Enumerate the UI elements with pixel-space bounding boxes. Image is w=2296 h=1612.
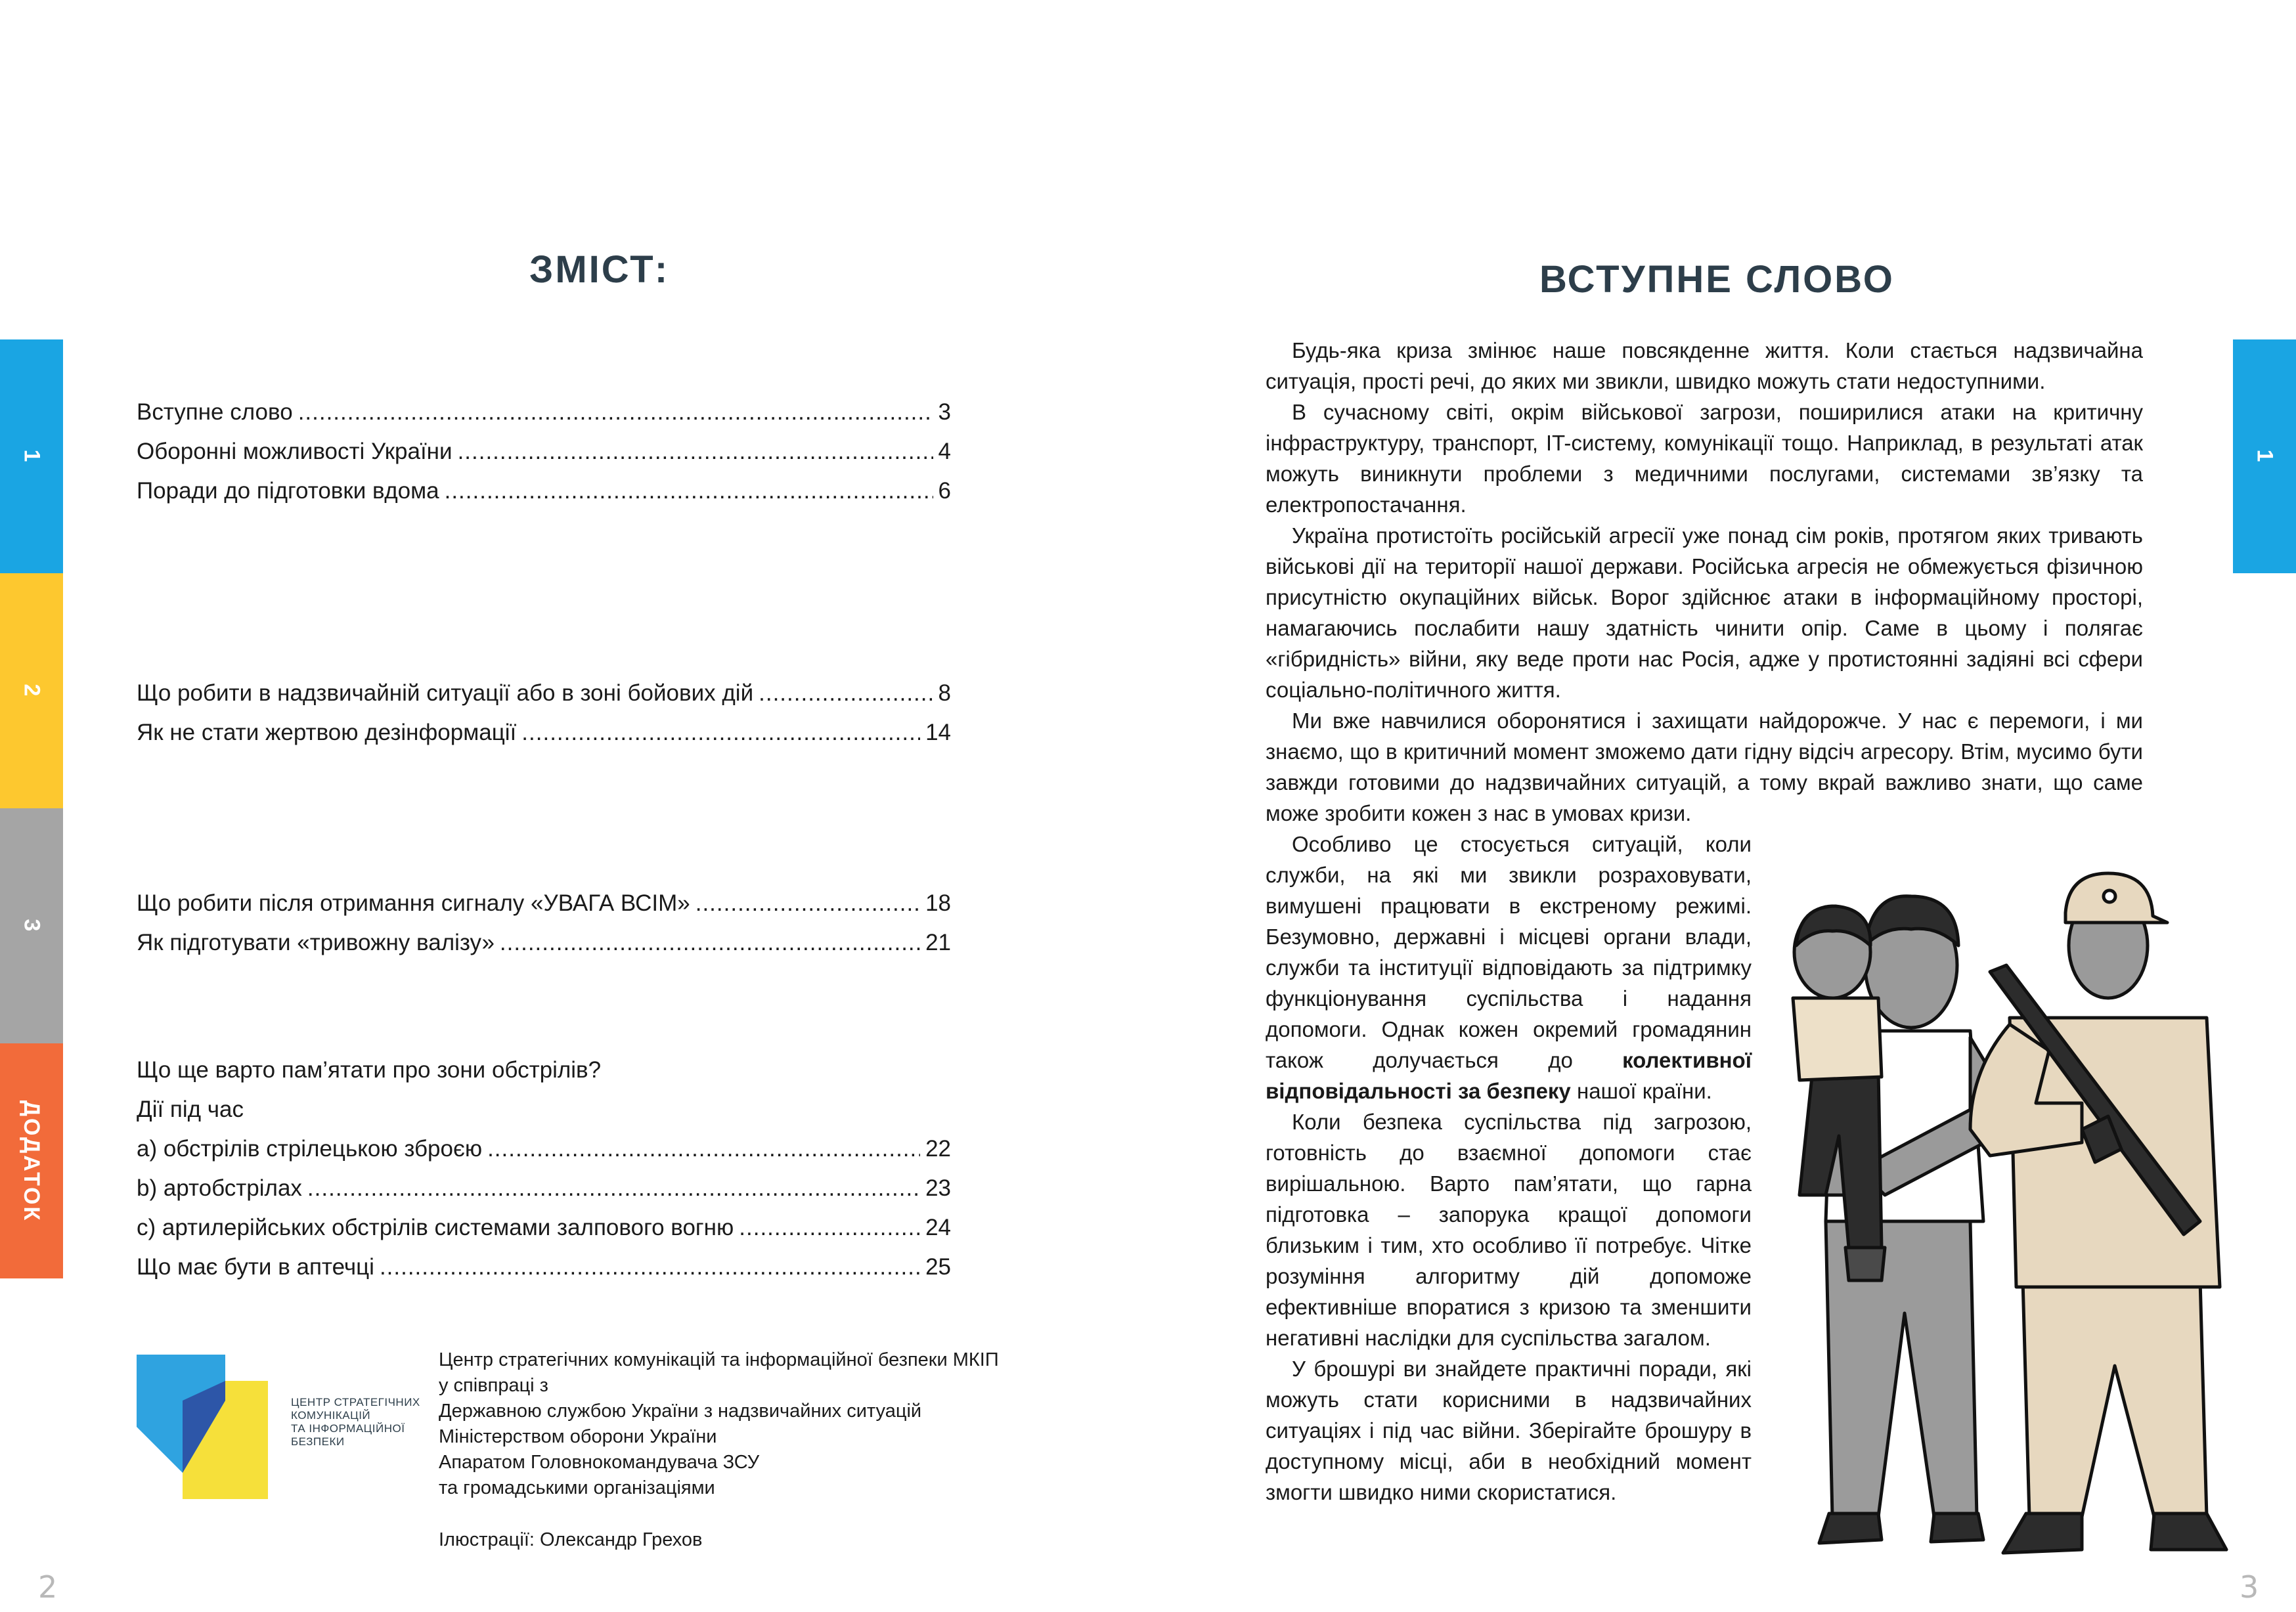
- toc-entry-page: 8: [938, 680, 951, 706]
- intro-title: ВСТУПНЕ СЛОВО: [1539, 258, 1895, 301]
- toc-entry-title: Оборонні можливості України: [137, 439, 453, 464]
- man-shoe-right: [1931, 1514, 1983, 1542]
- toc-entry[interactable]: [137, 713, 951, 752]
- family-soldier-illustration: [1773, 854, 2233, 1569]
- tab-label: 2: [19, 684, 45, 698]
- toc-entry-title: Що має бути в аптечці: [137, 1254, 374, 1280]
- toc-entry[interactable]: [137, 884, 951, 923]
- credits-line: у співпраці з: [439, 1375, 548, 1396]
- soldier-boot-right: [2151, 1514, 2226, 1550]
- toc-leader: [458, 432, 933, 471]
- toc-group-2: [137, 674, 951, 752]
- toc-leader: [695, 884, 920, 923]
- toc-entry[interactable]: [137, 1169, 951, 1208]
- section-tab-2[interactable]: [0, 573, 63, 808]
- toc-entry-page: 24: [925, 1215, 951, 1240]
- toc-entry-page: 18: [925, 890, 951, 916]
- paragraph-text: нашої країни.: [1570, 1079, 1712, 1103]
- toc-entry-title: Що робити після отримання сигналу «УВАГА ВСІМ»: [137, 890, 690, 916]
- credits-line: Державною службою України з надзвичайних ситуацій: [439, 1401, 922, 1422]
- toc-leader: [487, 1129, 920, 1169]
- toc-leader: [500, 923, 920, 963]
- child-shoe: [1845, 1248, 1885, 1280]
- toc-leader: [298, 393, 933, 432]
- toc-group-appendix: [137, 1051, 951, 1287]
- paragraph: У брошурі ви знайдете практичні поради, які можуть стати корисними в надзвичайних ситуаціях і під час війни. Зберігайте брошуру в доступному місці, аби в необхідний момент змогти швидко ними скористатися.: [1266, 1357, 1752, 1504]
- paragraph-text: Особливо це стосується ситуацій, коли служби, на які ми звикли розраховувати, вимушені працювати в екстреному режимі. Безумовно, державні і місцеві органи влади, служби та інституції відповідають за підтримку функціонування суспільства і надання допомоги. Однак кожен окремий громадянин також долучається до: [1266, 832, 1752, 1072]
- toc-leader: [739, 1208, 920, 1248]
- toc-entry-page: 25: [925, 1254, 951, 1280]
- logo-text-line: БЕЗПЕКИ: [291, 1435, 345, 1448]
- toc-entry-title: a) обстрілів стрілецькою зброєю: [137, 1136, 483, 1162]
- toc-entry[interactable]: [137, 1208, 951, 1248]
- paragraph: Коли безпека суспільства під загрозою, готовність до взаємної допомоги стає вирішальною. Варто пам’ятати, що гарна підготовка – запорука кращої допомоги близьким і тим, хто особливо її потребує. Чітке розуміння алгоритму дій допоможе ефективніше впоратися з кризою та зменшити негативні наслідки для суспільства загалом.: [1266, 1110, 1752, 1350]
- toc-entry-title: Як не стати жертвою дезінформації: [137, 720, 517, 745]
- toc-entry[interactable]: [137, 923, 951, 963]
- section-tab-1[interactable]: [0, 339, 63, 573]
- toc-entry-page: 4: [938, 439, 951, 464]
- section-tab-1-right[interactable]: [2233, 339, 2296, 573]
- toc-entry-title: b) артобстрілах: [137, 1175, 302, 1201]
- page-number-right: 3: [2240, 1569, 2259, 1605]
- child-shirt: [1793, 998, 1882, 1080]
- contents-title: ЗМІСТ:: [529, 248, 670, 291]
- toc-entry[interactable]: [137, 674, 951, 713]
- toc-entry[interactable]: [137, 393, 951, 432]
- toc-leader: [380, 1248, 920, 1287]
- section-tab-appendix[interactable]: [0, 1043, 63, 1278]
- toc-entry-page: 6: [938, 478, 951, 504]
- toc-group-3: [137, 884, 951, 963]
- toc-leader: [307, 1169, 920, 1208]
- toc-entry-title: Поради до підготовки вдома: [137, 478, 439, 504]
- toc-leader: [759, 674, 933, 713]
- tab-label: 1: [19, 449, 45, 464]
- tab-label: ДОДАТОК: [19, 1100, 45, 1222]
- toc-entry-page: 23: [925, 1175, 951, 1201]
- credits-line: та громадськими організаціями: [439, 1477, 715, 1498]
- toc-entry-page: 21: [925, 930, 951, 955]
- toc-group-1: [137, 393, 951, 511]
- bold-phrase: колективної відповідальності за безпеку: [1266, 1048, 1752, 1103]
- section-tab-3[interactable]: [0, 808, 63, 1043]
- center-logo: [137, 1355, 268, 1499]
- toc-entry-page: 3: [938, 399, 951, 425]
- credits: [439, 1347, 1049, 1553]
- paragraph: Будь-яка криза змінює наше повсякденне життя. Коли стається надзвичайна ситуація, прості речі, до яких ми звикли, швидко можуть стати недоступними.: [1266, 338, 2143, 393]
- toc-entry-title: Що робити в надзвичайній ситуації або в зоні бойових дій: [137, 680, 754, 706]
- credits-line: Міністерством оборони України: [439, 1426, 717, 1447]
- toc-leader: [445, 471, 933, 511]
- tab-label: 3: [19, 919, 45, 933]
- cap-badge: [2104, 890, 2115, 902]
- toc-entry-title: Вступне слово: [137, 399, 293, 425]
- paragraph: В сучасному світі, окрім військової загрози, поширилися атаки на критичну інфраструктуру, транспорт, IT-систему, комунікації тощо. Наприклад, в результаті атак можуть виникнути проблеми з медичними послугами, системами зв’язку та електропостачання.: [1266, 400, 2143, 517]
- toc-entry-page: 22: [925, 1136, 951, 1162]
- toc-entry[interactable]: [137, 432, 951, 471]
- credits-line: Апаратом Головнокомандувача ЗСУ: [439, 1452, 760, 1473]
- illustrator-credit: Ілюстрації: Олександр Грехов: [439, 1529, 703, 1550]
- soldier-pants: [2023, 1280, 2207, 1517]
- page-number-left: 2: [38, 1569, 58, 1605]
- logo-text-line: ЦЕНТР СТРАТЕГІЧНИХ: [291, 1396, 420, 1408]
- toc-entry[interactable]: [137, 471, 951, 511]
- credits-line: Центр стратегічних комунікацій та інформаційної безпеки МКІП: [439, 1349, 999, 1370]
- paragraph: Україна протистоїть російській агресії уже понад сім років, протягом яких тривають військові дії на території нашої держави. Російська агресія не обмежується фізичною присутністю окупаційних військ. Ворог здійснює атаки в інформаційному просторі, намагаючись послабити нашу здатність чинити опір. Саме в цьому і полягає «гібридність» війни, яку веде проти нас Росія, адже у протистоянні задіяні всі сфери соціально-політичного життя.: [1266, 523, 2143, 702]
- paragraph: Ми вже навчилися оборонятися і захищати найдорожче. У нас є перемоги, і ми знаємо, що в критичний момент зможемо дати гідну відсіч агресору. Втім, мусимо бути завжди готовими до надзвичайних ситуацій, а тому вкрай важливо знати, що саме може зробити кожен з нас в умовах кризи.: [1266, 708, 2143, 825]
- toc-leader: [521, 713, 920, 752]
- toc-entry[interactable]: [137, 1248, 951, 1287]
- soldier-boot-left: [2003, 1514, 2082, 1553]
- logo-text: [291, 1396, 420, 1449]
- man-shoe-left: [1819, 1514, 1882, 1543]
- logo-text-line: ТА ІНФОРМАЦІЙНОЇ: [291, 1422, 405, 1435]
- logo-text-line: КОМУНІКАЦІЙ: [291, 1409, 371, 1422]
- toc-entry-page: 14: [925, 720, 951, 745]
- toc-heading: Що ще варто пам’ятати про зони обстрілів?: [137, 1057, 602, 1083]
- toc-entry-title: Як підготувати «тривожну валізу»: [137, 930, 495, 955]
- toc-heading: Дії під час: [137, 1097, 244, 1122]
- toc-entry-title: c) артилерійських обстрілів системами залпового вогню: [137, 1215, 734, 1240]
- tab-label: 1: [2252, 449, 2278, 464]
- paragraph: [1266, 829, 1752, 1106]
- toc-entry[interactable]: [137, 1129, 951, 1169]
